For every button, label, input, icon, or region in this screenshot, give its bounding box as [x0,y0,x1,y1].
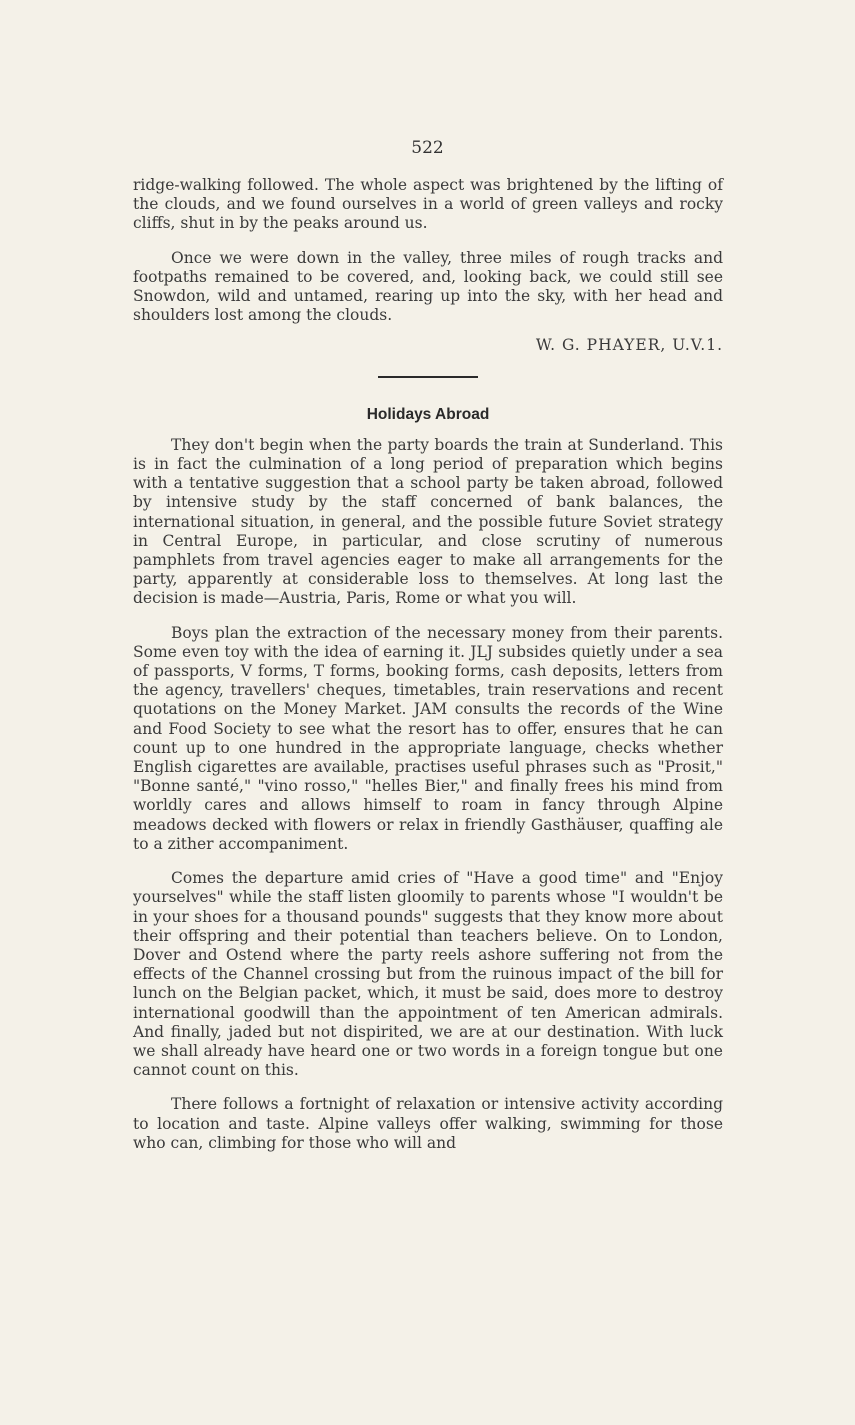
article-body [133,176,723,1168]
paragraph: There follows a fortnight of relaxation or intensive activity according to location and taste. Alpine valleys offer walking, swimming for those who can, climbing for those who will and [133,1095,723,1152]
page-number: 522 [411,138,444,158]
paragraph: Boys plan the extraction of the necessary money from their parents. Some even toy with the idea of earning it. JLJ subsides quietly under a sea of passports, V forms, T forms, booking forms, cash deposits, letters from the agency, travellers' cheques, timetables, train reservations and recent quotations on the Money Market. JAM consults the records of the Wine and Food Society to see what the resort has to offer, ensures that he can count up to one hundred in the appropriate language, checks whether English cigarettes are available, practises useful phrases such as "Prosit," "Bonne santé," "vino rosso," "helles Bier," and finally frees his mind from worldly cares and allows himself to roam in fancy through Alpine meadows decked with flowers or relax in friendly Gasthäuser, quaffing ale to a zither accompaniment. [133,623,723,853]
paragraph: They don't begin when the party boards the train at Sunderland. This is in fact the culmination of a long period of preparation which begins with a tentative suggestion that a school party be taken abroad, followed by intensive study by the staff concerned of bank balances, the international situation, in general, and the possible future Soviet strategy in Central Europe, in particular, and close scrutiny of numerous pamphlets from travel agencies eager to make all arrangements for the party, apparently at considerable loss to themselves. At long last the decision is made—Austria, Paris, Rome or what you will. [133,435,723,608]
author-signature: W. G. PHAYER, U.V.1. [535,336,723,355]
paragraph: ridge-walking followed. The whole aspect was brightened by the lifting of the clouds, and we found ourselves in a world of green valleys and rocky cliffs, shut in by the peaks around us. [133,176,723,233]
section-title: Holidays Abroad [366,405,490,423]
paragraph: Once we were down in the valley, three miles of rough tracks and footpaths remained to be covered, and, looking back, we could still see Snowdon, wild and untamed, rearing up into the sky, with her head and shoulders lost among the clouds. [133,248,723,325]
section-divider [378,376,478,378]
paragraph: Comes the departure amid cries of "Have a good time" and "Enjoy yourselves" while the staff listen gloomily to parents whose "I wouldn't be in your shoes for a thousand pounds" suggests that they know more about their offspring and their potential than teachers believe. On to London, Dover and Ostend where the party reels ashore suffering not from the effects of the Channel crossing but from the ruinous impact of the bill for lunch on the Belgian packet, which, it must be said, does more to destroy international goodwill than the appointment of ten American admirals. And finally, jaded but not dispirited, we are at our destination. With luck we shall already have heard one or two words in a foreign tongue but one cannot count on this. [133,869,723,1080]
